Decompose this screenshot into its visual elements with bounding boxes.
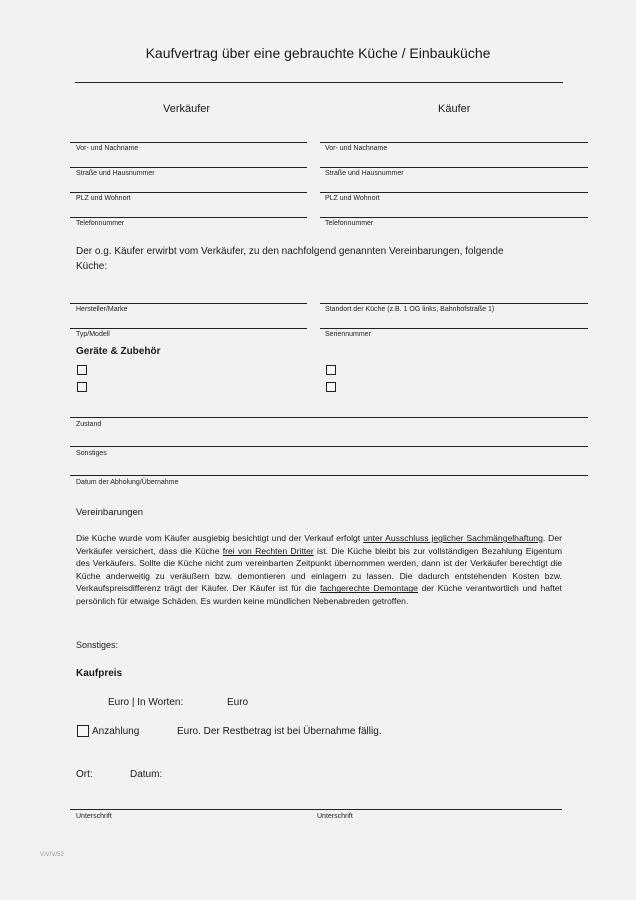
appliance-checkbox-3[interactable] (326, 365, 336, 375)
price-euro-words: Euro | In Worten: (108, 697, 184, 708)
buyer-street-label: Straße und Hausnummer (325, 170, 404, 177)
footer-stamp: V/V/V/52 (40, 852, 64, 858)
intro-line-2: Küche: (76, 261, 108, 272)
condition-line[interactable] (70, 417, 588, 418)
agreements-text-1: Die Küche wurde vom Käufer ausgiebig besichtigt und der Verkauf erfolgt (76, 533, 364, 543)
signature-right-label: Unterschrift (317, 813, 353, 820)
place-label: Ort: (76, 769, 93, 780)
seller-name-label: Vor- und Nachname (76, 145, 139, 152)
price-heading: Kaufpreis (76, 668, 123, 679)
price-euro: Euro (227, 697, 249, 708)
manufacturer-line[interactable] (70, 303, 307, 304)
seller-city-label: PLZ und Wohnort (76, 195, 131, 202)
location-label: Standort der Küche (z.B. 1 OG links, Bahnhofstraße 1) (325, 306, 495, 313)
model-label: Typ/Modell (76, 331, 110, 338)
buyer-name-label: Vor- und Nachname (325, 145, 388, 152)
agreements-underline-1: unter Ausschluss jeglicher Sachmängelhaftung (363, 533, 543, 543)
intro-line-1: Der o.g. Käufer erwirbt vom Verkäufer, zu den nachfolgend genannten Vereinbarungen, folgende (76, 246, 504, 257)
document-title: Kaufvertrag über eine gebrauchte Küche / Einbauküche (145, 45, 491, 61)
agreements-text-2: . Der Verkäufer versichert, dass die Küche (76, 533, 562, 556)
appliances-heading: Geräte & Zubehör (76, 346, 161, 357)
buyer-city-line[interactable] (320, 192, 588, 193)
agreements-text-3: ist. Die Küche bleibt bis zur vollständigen Bezahlung Eigentum des Verkäufers. Sollte die Küche nicht zum vereinbarten Zeitpunkt übernommen werden, dann ist der Verkäufer berechtigt die Küche anderweitig zu veräußern bzw. demontieren und einlagern zu lassen. Die dadurch entstehenden Kosten bzw. Verkaufspreisdifferenz trägt der Käufer. Der Käufer ist für die (76, 545, 562, 594)
other-line[interactable] (70, 446, 588, 447)
seller-street-line[interactable] (70, 167, 307, 168)
condition-label: Zustand (76, 421, 102, 428)
agreements-other-label: Sonstiges: (76, 640, 119, 650)
date-label: Datum: (130, 769, 163, 780)
agreements-paragraph (76, 532, 562, 608)
pickup-line[interactable] (70, 475, 588, 476)
appliance-checkbox-2[interactable] (77, 382, 87, 392)
title-rule (75, 82, 563, 83)
pickup-label: Datum der Abholung/Übernahme (76, 479, 179, 486)
seller-phone-line[interactable] (70, 217, 307, 218)
other-label: Sonstiges (76, 450, 107, 457)
location-line[interactable] (320, 303, 588, 304)
serial-line[interactable] (320, 328, 588, 329)
buyer-phone-line[interactable] (320, 217, 588, 218)
seller-phone-label: Telefonnummer (76, 220, 125, 227)
seller-name-line[interactable] (70, 142, 307, 143)
agreements-heading: Vereinbarungen (76, 507, 144, 518)
signature-left-label: Unterschrift (76, 813, 112, 820)
serial-label: Seriennummer (325, 331, 371, 338)
appliance-checkbox-1[interactable] (77, 365, 87, 375)
agreements-text-4: der Küche verantwortlich und haftet persönlich für etwaige Schäden. Es wurden keine mündlichen Nebenabreden getroffen. (76, 583, 562, 606)
agreements-underline-2: frei von Rechten Dritter (222, 545, 314, 556)
buyer-name-line[interactable] (320, 142, 588, 143)
buyer-heading: Käufer (438, 103, 471, 115)
agreements-underline-3: fachgerechte Demontage (320, 583, 418, 594)
deposit-label: Anzahlung (92, 726, 140, 737)
deposit-checkbox[interactable] (77, 725, 89, 737)
appliance-checkbox-4[interactable] (326, 382, 336, 392)
seller-heading: Verkäufer (163, 103, 211, 115)
deposit-text: Euro. Der Restbetrag ist bei Übernahme fällig. (177, 726, 382, 737)
manufacturer-label: Hersteller/Marke (76, 306, 128, 313)
seller-street-label: Straße und Hausnummer (76, 170, 155, 177)
buyer-street-line[interactable] (320, 167, 588, 168)
buyer-phone-label: Telefonnummer (325, 220, 374, 227)
seller-city-line[interactable] (70, 192, 307, 193)
buyer-city-label: PLZ und Wohnort (325, 195, 380, 202)
signature-line[interactable] (70, 809, 562, 810)
model-line[interactable] (70, 328, 307, 329)
